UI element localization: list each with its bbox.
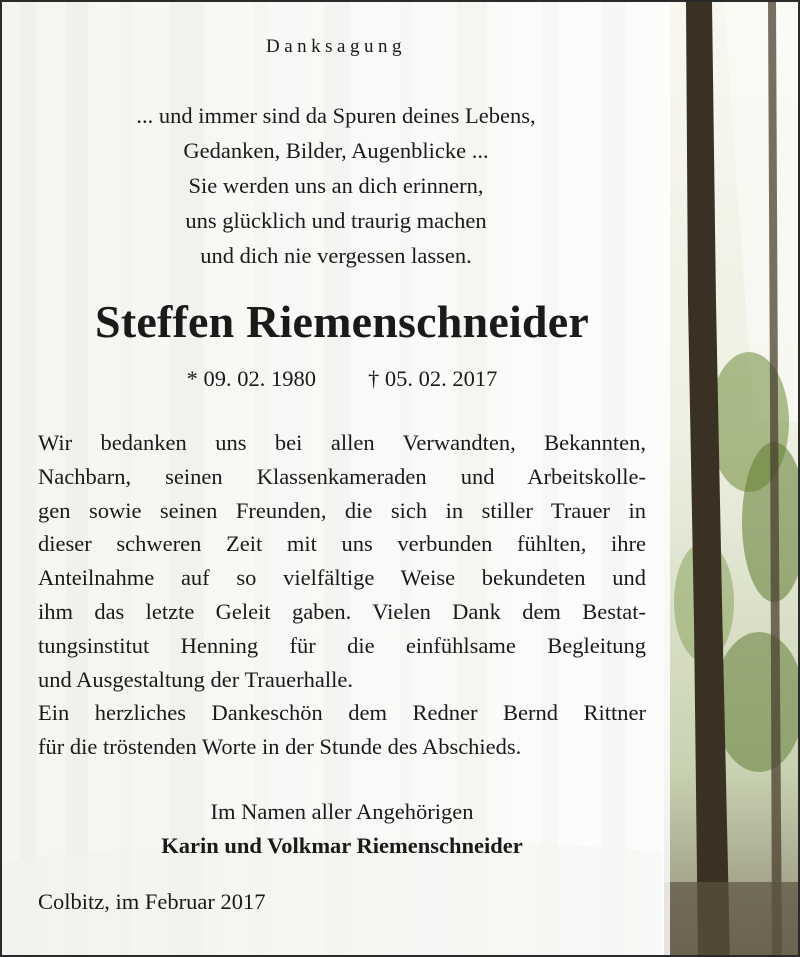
body-line: Nachbarn, seinen Klassenkameraden und Arbeitskolle- [38, 463, 646, 489]
notice-heading: Danksagung [266, 36, 406, 57]
poem-line: ... und immer sind da Spuren deines Lebens, [136, 103, 536, 128]
tree-photo-strip [664, 2, 800, 957]
signature-block [2, 795, 682, 863]
poem-line: und dich nie vergessen lassen. [200, 243, 472, 268]
body-line: ihm das letzte Geleit gaben. Vielen Dank dem Bestat- [38, 598, 646, 624]
memorial-poem [2, 98, 670, 273]
poem-line: Sie werden uns an dich erinnern, [188, 173, 484, 198]
thank-you-text [38, 426, 646, 764]
body-line: Ein herzliches Dankeschön dem Redner Bernd Rittner [38, 700, 646, 726]
body-line: und Ausgestaltung der Trauerhalle. [38, 666, 353, 692]
death-date: † 05. 02. 2017 [368, 366, 498, 391]
poem-line: Gedanken, Bilder, Augenblicke ... [183, 138, 489, 163]
body-line: dieser schweren Zeit mit uns verbunden fühlten, ihre [38, 531, 646, 557]
body-line: für die tröstenden Worte in der Stunde des Abschieds. [38, 734, 522, 760]
signature-intro: Im Namen aller Angehörigen [210, 799, 474, 824]
place-date: Colbitz, im Februar 2017 [38, 889, 266, 914]
body-line: Wir bedanken uns bei allen Verwandten, Bekannten, [38, 430, 646, 455]
notice-content [2, 2, 670, 957]
deceased-name: Steffen Riemenschneider [95, 296, 589, 347]
poem-line: uns glücklich und traurig machen [185, 208, 487, 233]
body-line: tungsinstitut Henning für die einfühlsame Begleitung [38, 632, 646, 658]
body-line: gen sowie seinen Freunden, die sich in stiller Trauer in [38, 497, 646, 523]
signature-names: Karin und Volkmar Riemenschneider [161, 833, 523, 858]
body-line: Anteilnahme auf so vielfältige Weise bekundeten und [38, 565, 646, 591]
life-dates [2, 366, 682, 392]
birth-date: * 09. 02. 1980 [186, 366, 316, 391]
